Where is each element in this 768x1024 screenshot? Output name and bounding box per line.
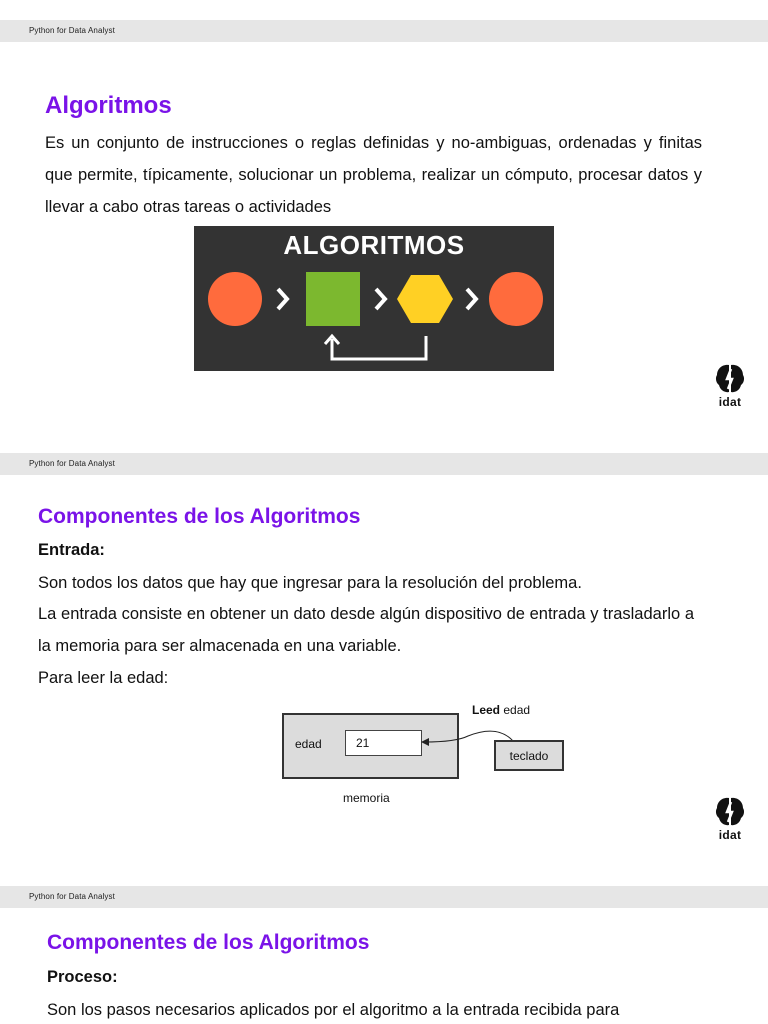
arrow-right-icon <box>467 289 476 309</box>
logo-text: idat <box>718 395 742 409</box>
banner-title: ALGORITMOS <box>283 230 465 260</box>
keyboard-box <box>494 740 564 771</box>
arrow-right-icon <box>278 289 287 309</box>
section-label: Proceso: <box>47 968 118 986</box>
read-variable: edad <box>500 703 531 717</box>
arrow-right-icon <box>376 289 385 309</box>
process-square <box>306 272 360 326</box>
slide-paragraph: Es un conjunto de instrucciones o reglas definidas y no-ambiguas, ordenadas y finitas que permite, típicamente, solucionar un problema, realizar un cómputo, procesar datos y llevar a cabo otras tareas o actividades <box>45 134 702 216</box>
algoritmos-banner <box>194 226 554 371</box>
idat-logo <box>712 363 748 409</box>
logo-text: idat <box>718 828 742 842</box>
slide-header <box>0 453 768 475</box>
slide-header <box>0 886 768 908</box>
slide-header <box>0 20 768 42</box>
text-line: Para leer la edad: <box>38 669 169 687</box>
flow-diagram <box>194 226 554 371</box>
slide-title: Algoritmos <box>45 92 172 119</box>
memory-label: memoria <box>343 791 390 805</box>
header-text: Python for Data Analyst <box>29 459 115 468</box>
start-circle <box>208 272 262 326</box>
slide-title: Componentes de los Algoritmos <box>47 931 370 954</box>
variable-value-box <box>345 730 422 756</box>
end-circle <box>489 272 543 326</box>
brain-icon <box>712 796 748 828</box>
idat-logo <box>712 796 748 842</box>
device-label: teclado <box>509 749 549 763</box>
header-text: Python for Data Analyst <box>29 26 115 35</box>
variable-label: edad <box>295 737 322 751</box>
slide-title: Componentes de los Algoritmos <box>38 505 361 528</box>
text-line: Son todos los datos que hay que ingresar para la resolución del problema. <box>38 574 582 592</box>
slide-paragraph: La entrada consiste en obtener un dato desde algún dispositivo de entrada y trasladarlo a la memoria para ser almacenada en una variable. <box>38 605 694 655</box>
arrow-left-icon <box>421 738 429 746</box>
decision-hexagon <box>397 275 453 323</box>
read-keyword: Leed <box>472 703 501 717</box>
header-text: Python for Data Analyst <box>29 892 115 901</box>
section-label: Entrada: <box>38 541 105 559</box>
variable-value: 21 <box>356 736 370 750</box>
brain-icon <box>712 363 748 395</box>
text-line: Son los pasos necesarios aplicados por el algoritmo a la entrada recibida para <box>47 1001 620 1019</box>
loop-arrow <box>332 336 426 359</box>
